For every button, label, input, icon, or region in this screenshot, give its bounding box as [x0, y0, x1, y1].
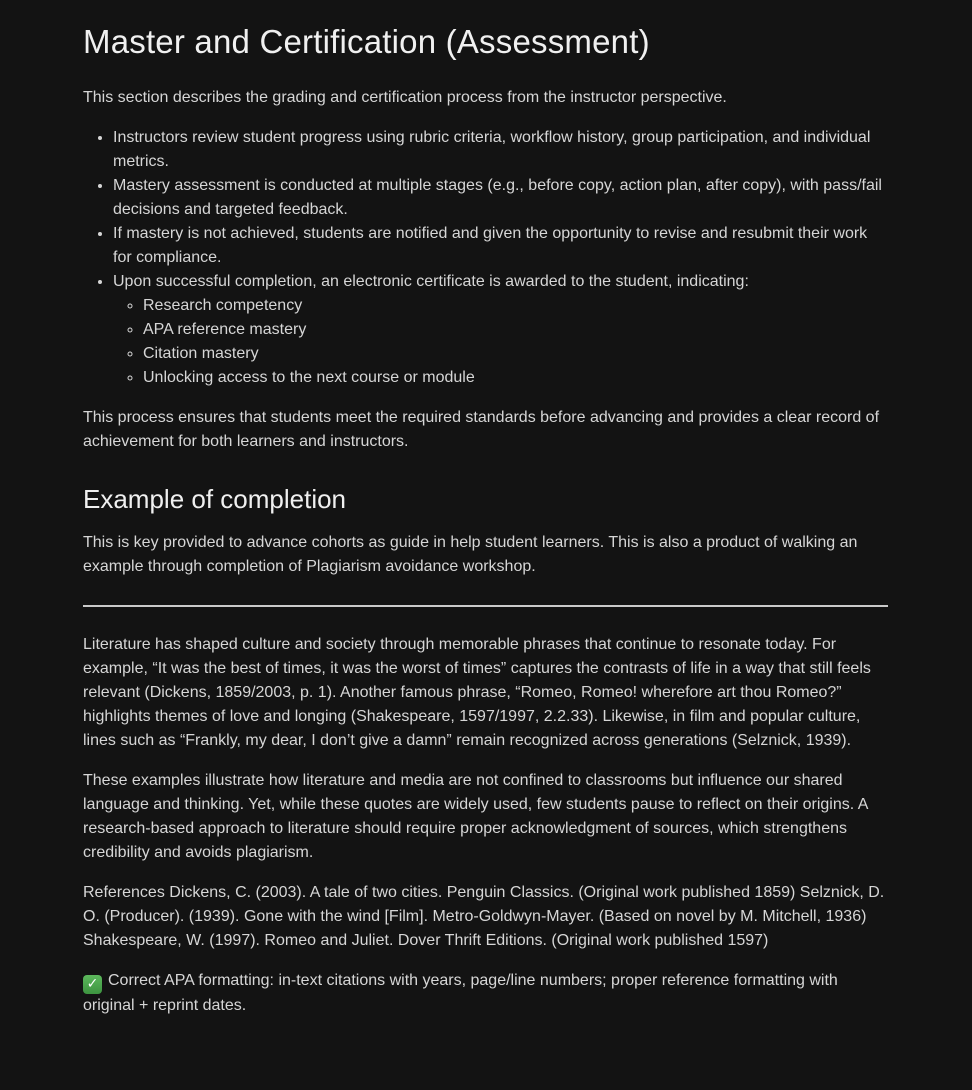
essay-paragraph-literature: Literature has shaped culture and society through memorable phrases that continue to resonate today. For example, “It was the best of times, it was the worst of times” captures the contrasts of life in a way that still feels relevant (Dickens, 1859/2003, p. 1). Another famous phrase, “Romeo, Romeo! wherefore art thou Romeo?” highlights themes of love and longing (Shakespeare, 1597/1997, 2.2.33). Likewise, in film and popular culture, lines such as “Frankly, my dear, I don’t give a damn” remain recognized across generations (Selznick, 1939).: [83, 635, 871, 749]
list-item-text: Upon successful completion, an electronic certificate is awarded to the student, indicating:: [113, 272, 749, 290]
apa-check-note: [83, 969, 888, 1018]
list-item: • If mastery is not achieved, students are notified and given the opportunity to revise and resubmit their work for compliance.: [113, 222, 888, 270]
essay-paragraph-examples: These examples illustrate how literature and media are not confined to classrooms but influence our shared language and thinking. Yet, while these quotes are widely used, few students pause to reflect on their origins. A research-based approach to literature should require proper acknowledgment of sources, which strengthens credibility and avoids plagiarism.: [83, 771, 868, 861]
assessment-intro-paragraph: This section describes the grading and certification process from the instructor perspective.: [83, 88, 727, 106]
page-title: Master and Certification (Assessment): [83, 23, 650, 60]
sub-list-item: ◦ APA reference mastery: [143, 318, 888, 342]
check-mark-icon: ✓: [83, 975, 102, 994]
apa-check-text: Correct APA formatting: in-text citations with years, page/line numbers; proper reference formatting with original + reprint dates.: [83, 971, 838, 1014]
sub-list-item: ◦ Unlocking access to the next course or module: [143, 366, 888, 390]
horizontal-divider: [83, 605, 888, 607]
example-section-title: Example of completion: [83, 483, 347, 514]
example-intro-paragraph: This is key provided to advance cohorts as guide in help student learners. This is also a product of walking an example through completion of Plagiarism avoidance workshop.: [83, 533, 858, 575]
certificate-sub-list: [113, 294, 888, 390]
assessment-closing-paragraph: This process ensures that students meet the required standards before advancing and provides a clear record of achievement for both learners and instructors.: [83, 408, 880, 450]
list-item: • Mastery assessment is conducted at multiple stages (e.g., before copy, action plan, after copy), with pass/fail decisions and targeted feedback.: [113, 174, 888, 222]
sub-list-item: ◦ Research competency: [143, 294, 888, 318]
assessment-bullet-list: [83, 126, 888, 390]
sub-list-item: ◦ Citation mastery: [143, 342, 888, 366]
list-item: [113, 270, 888, 390]
essay-references-paragraph: References Dickens, C. (2003). A tale of two cities. Penguin Classics. (Original work published 1859) Selznick, D. O. (Producer). (1939). Gone with the wind [Film]. Metro-Goldwyn-Mayer. (Based on novel by M. Mitchell, 1936) Shakespeare, W. (1997). Romeo and Juliet. Dover Thrift Editions. (Original work published 1597): [83, 883, 885, 949]
list-item: • Instructors review student progress using rubric criteria, workflow history, group participation, and individual metrics.: [113, 126, 888, 174]
